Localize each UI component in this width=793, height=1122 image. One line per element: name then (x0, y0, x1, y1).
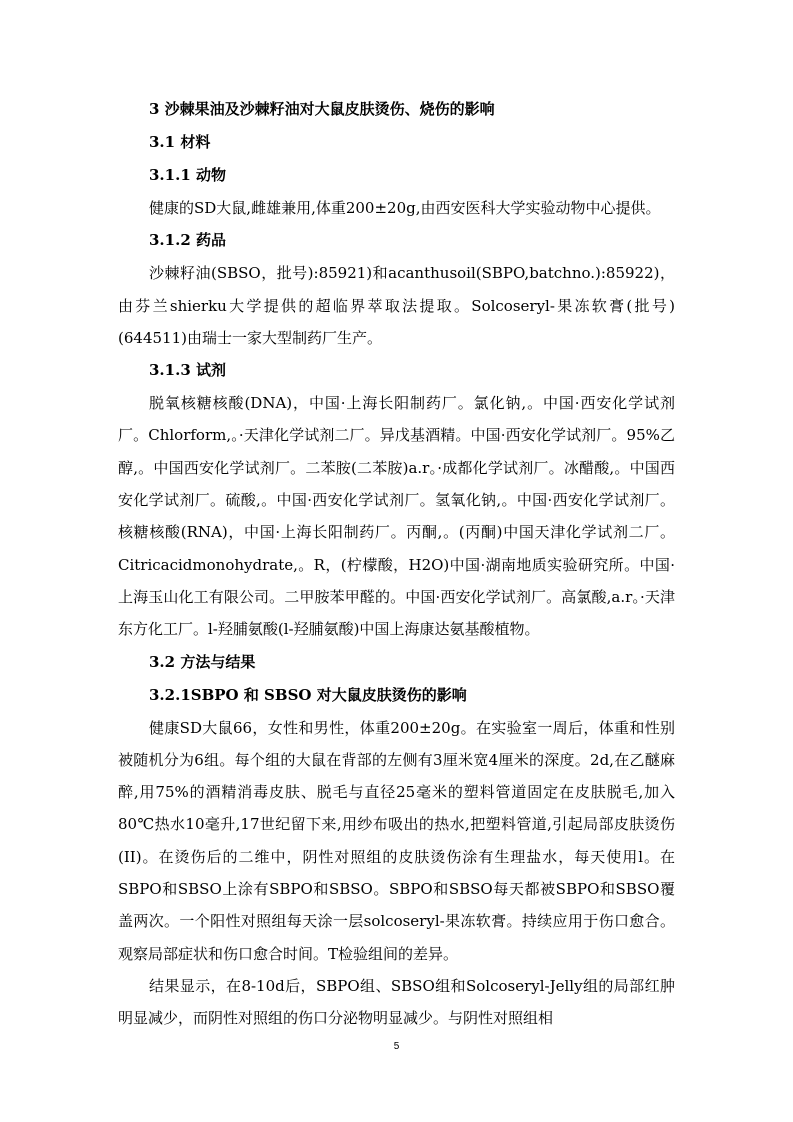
section-3-1-3-heading: 3.1.3 试剂 (149, 361, 226, 380)
drugs-paragraph: 沙棘籽油(SBSO，批号):85921)和acanthusoil(SBPO,batchno.):85922)，由芬兰shierku大学提供的超临界萃取法提取。Solcoseryl-果冻软膏(批号)(644511)由瑞士一家大型制药厂生产。 (118, 264, 675, 347)
method-paragraph: 健康SD大鼠66，女性和男性，体重200±20g。在实验室一周后，体重和性别被随机分为6组。每个组的大鼠在背部的左侧有3厘米宽4厘米的深度。2d,在乙醚麻醉,用75%的酒精消毒皮肤、脱毛与直径25毫米的塑料管道固定在皮肤脱毛,加入80℃热水10毫升,17世纪留下来,用纱布吸出的热水,把塑料管道,引起局部皮肤烫伤(II)。在烫伤后的二维中，阴性对照组的皮肤烫伤涂有生理盐水，每天使用l。在SBPO和SBSO上涂有SBPO和SBSO。SBPO和SBSO每天都被SBPO和SBSO覆盖两次。一个阳性对照组每天涂一层solcoseryl-果冻软膏。持续应用于伤口愈合。观察局部症状和伤口愈合时间。T检验组间的差异。 (118, 718, 675, 963)
page-number: 5 (393, 1041, 400, 1052)
section-3-1-heading: 3.1 材料 (149, 133, 211, 151)
section-3-1-1-heading: 3.1.1 动物 (149, 166, 226, 184)
result-paragraph: 结果显示，在8-10d后，SBPO组、SBSO组和Solcoseryl-Jelly组的局部红肿明显减少，而阴性对照组的伤口分泌物明显减少。与阴性对照组相 (118, 976, 675, 1028)
animals-paragraph: 健康的SD大鼠,雌雄兼用,体重200±20g,由西安医科大学实验动物中心提供。 (149, 199, 661, 217)
section-3-heading: 3 沙棘果油及沙棘籽油对大鼠皮肤烫伤、烧伤的影响 (149, 100, 495, 118)
section-3-1-2-heading: 3.1.2 药品 (149, 231, 226, 250)
section-3-2-1-heading: 3.2.1SBPO 和 SBSO 对大鼠皮肤烫伤的影响 (149, 685, 467, 704)
page-content (118, 93, 675, 1035)
reagents-paragraph: 脱氧核糖核酸(DNA)，中国·上海长阳制药厂。氯化钠,。中国·西安化学试剂厂。Chlorform,。·天津化学试剂二厂。异戊基酒精。中国·西安化学试剂厂。95%乙醇,。中国西安化学试剂厂。二苯胺(二苯胺)a.r。·成都化学试剂厂。冰醋酸,。中国西安化学试剂厂。硫酸,。中国·西安化学试剂厂。氢氧化钠,。中国·西安化学试剂厂。核糖核酸(RNA)，中国·上海长阳制药厂。丙酮,。(丙酮)中国天津化学试剂二厂。Citricacidmonohydrate,。R，(柠檬酸，H2O)中国·湖南地质实验研究所。中国·上海玉山化工有限公司。二甲胺苯甲醛的。中国·西安化学试剂厂。高氯酸,a.r。·天津东方化工厂。l-羟脯氨酸(l-羟脯氨酸)中国上海康达氨基酸植物。 (118, 394, 675, 639)
section-3-2-heading: 3.2 方法与结果 (149, 652, 256, 671)
